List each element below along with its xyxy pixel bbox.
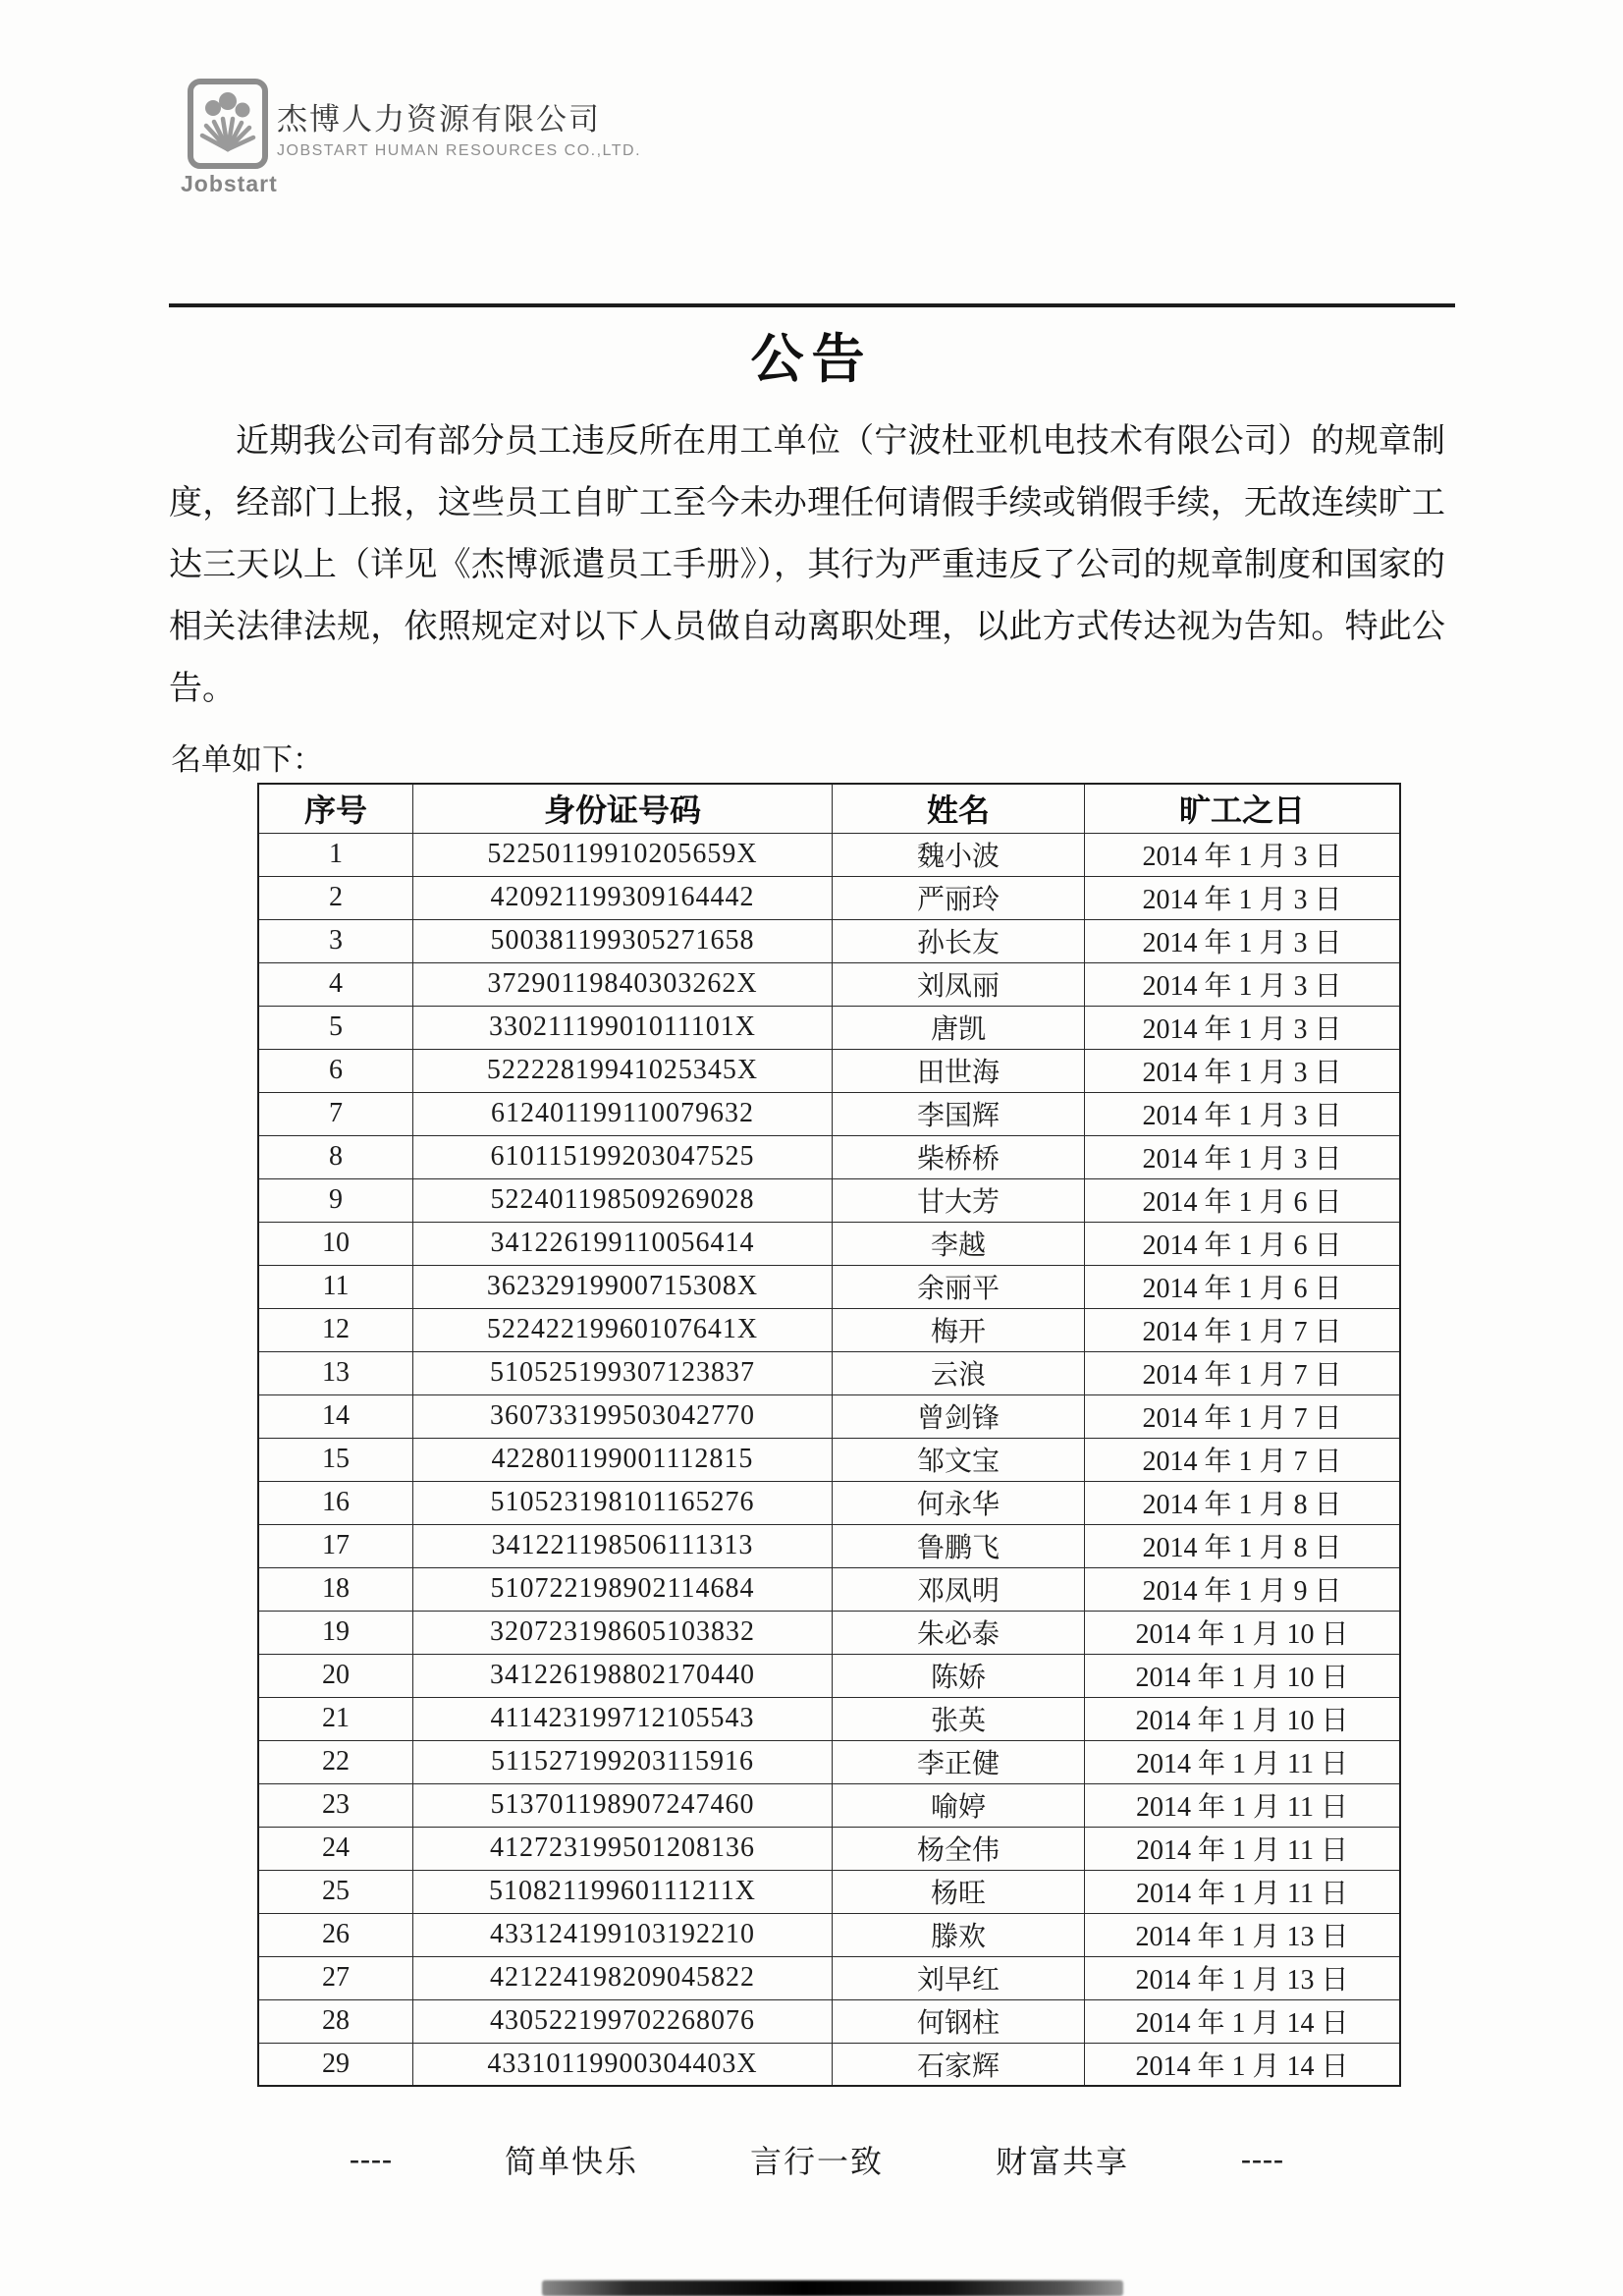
table-cell-no: 17 xyxy=(258,1524,413,1567)
table-cell-name: 李正健 xyxy=(833,1740,1085,1783)
table-cell-name: 李越 xyxy=(833,1222,1085,1265)
table-cell-name: 何永华 xyxy=(833,1481,1085,1524)
table-cell-id: 360733199503042770 xyxy=(413,1394,833,1438)
footer-dashes-left: ---- xyxy=(350,2143,393,2175)
table-cell-no: 1 xyxy=(258,833,413,876)
table-cell-id: 513701198907247460 xyxy=(413,1783,833,1827)
table-cell-date: 2014 年 1 月 11 日 xyxy=(1085,1740,1401,1783)
table-cell-name: 曾剑锋 xyxy=(833,1394,1085,1438)
table-cell-id: 52250119910205659X xyxy=(413,833,833,876)
table-cell-no: 27 xyxy=(258,1956,413,1999)
table-row xyxy=(258,1049,1400,1092)
table-cell-no: 28 xyxy=(258,1999,413,2043)
table-cell-date: 2014 年 1 月 10 日 xyxy=(1085,1654,1401,1697)
table-cell-date: 2014 年 1 月 3 日 xyxy=(1085,1135,1401,1178)
table-row xyxy=(258,1956,1400,1999)
table-row xyxy=(258,1178,1400,1222)
header-divider xyxy=(169,303,1455,307)
table-cell-no: 25 xyxy=(258,1870,413,1913)
footer-slogan: 言行一致 xyxy=(749,2144,884,2179)
company-name-en: JOBSTART HUMAN RESOURCES CO.,LTD. xyxy=(277,142,642,159)
table-cell-id: 52222819941025345X xyxy=(413,1049,833,1092)
jobstart-logo xyxy=(181,79,278,197)
table-cell-date: 2014 年 1 月 3 日 xyxy=(1085,919,1401,962)
table-cell-name: 刘凤丽 xyxy=(833,962,1085,1006)
table-cell-no: 8 xyxy=(258,1135,413,1178)
table-cell-name: 云浪 xyxy=(833,1351,1085,1394)
table-cell-id: 510525199307123837 xyxy=(413,1351,833,1394)
table-cell-no: 29 xyxy=(258,2043,413,2086)
table-cell-date: 2014 年 1 月 14 日 xyxy=(1085,2043,1401,2086)
table-cell-date: 2014 年 1 月 8 日 xyxy=(1085,1481,1401,1524)
table-cell-date: 2014 年 1 月 3 日 xyxy=(1085,1049,1401,1092)
table-row xyxy=(258,1308,1400,1351)
list-label: 名单如下： xyxy=(171,742,323,777)
column-header: 姓名 xyxy=(833,784,1085,833)
slogan-footer xyxy=(350,2137,1284,2182)
footer-dashes-right: ---- xyxy=(1241,2143,1284,2175)
table-cell-date: 2014 年 1 月 6 日 xyxy=(1085,1222,1401,1265)
table-cell-date: 2014 年 1 月 3 日 xyxy=(1085,833,1401,876)
table-cell-name: 余丽平 xyxy=(833,1265,1085,1308)
table-cell-id: 433124199103192210 xyxy=(413,1913,833,1956)
table-cell-name: 柴桥桥 xyxy=(833,1135,1085,1178)
table-cell-no: 22 xyxy=(258,1740,413,1783)
table-header-row xyxy=(258,784,1400,833)
table-cell-name: 李国辉 xyxy=(833,1092,1085,1135)
table-cell-date: 2014 年 1 月 6 日 xyxy=(1085,1178,1401,1222)
table-cell-name: 田世海 xyxy=(833,1049,1085,1092)
table-cell-date: 2014 年 1 月 3 日 xyxy=(1085,876,1401,919)
table-cell-id: 341226199110056414 xyxy=(413,1222,833,1265)
table-cell-name: 梅开 xyxy=(833,1308,1085,1351)
table-cell-no: 10 xyxy=(258,1222,413,1265)
table-cell-name: 杨全伟 xyxy=(833,1827,1085,1870)
table-cell-id: 522401198509269028 xyxy=(413,1178,833,1222)
table-cell-date: 2014 年 1 月 3 日 xyxy=(1085,1092,1401,1135)
table-cell-date: 2014 年 1 月 3 日 xyxy=(1085,962,1401,1006)
table-cell-date: 2014 年 1 月 9 日 xyxy=(1085,1567,1401,1611)
column-header: 旷工之日 xyxy=(1085,784,1401,833)
table-cell-name: 孙长友 xyxy=(833,919,1085,962)
column-header: 序号 xyxy=(258,784,413,833)
table-cell-no: 26 xyxy=(258,1913,413,1956)
table-cell-id: 420921199309164442 xyxy=(413,876,833,919)
table-cell-name: 朱必泰 xyxy=(833,1611,1085,1654)
table-cell-id: 422801199001112815 xyxy=(413,1438,833,1481)
logo-wordmark: Jobstart xyxy=(181,171,278,196)
company-name-cn: 杰博人力资源有限公司 xyxy=(277,102,601,137)
table-cell-id: 37290119840303262X xyxy=(413,962,833,1006)
table-cell-no: 7 xyxy=(258,1092,413,1135)
table-cell-no: 4 xyxy=(258,962,413,1006)
table-cell-date: 2014 年 1 月 10 日 xyxy=(1085,1611,1401,1654)
table-cell-id: 610115199203047525 xyxy=(413,1135,833,1178)
table-row xyxy=(258,1394,1400,1438)
table-cell-no: 13 xyxy=(258,1351,413,1394)
table-cell-no: 6 xyxy=(258,1049,413,1092)
table-row xyxy=(258,876,1400,919)
table-cell-id: 43310119900304403X xyxy=(413,2043,833,2086)
table-row xyxy=(258,1351,1400,1394)
table-cell-name: 唐凯 xyxy=(833,1006,1085,1049)
table-cell-name: 喻婷 xyxy=(833,1783,1085,1827)
table-cell-date: 2014 年 1 月 8 日 xyxy=(1085,1524,1401,1567)
table-cell-name: 邓凤明 xyxy=(833,1567,1085,1611)
table-cell-id: 612401199110079632 xyxy=(413,1092,833,1135)
table-row xyxy=(258,2043,1400,2086)
table-cell-no: 19 xyxy=(258,1611,413,1654)
table-cell-id: 511527199203115916 xyxy=(413,1740,833,1783)
table-cell-id: 421224198209045822 xyxy=(413,1956,833,1999)
table-cell-date: 2014 年 1 月 7 日 xyxy=(1085,1351,1401,1394)
table-row xyxy=(258,1611,1400,1654)
table-cell-date: 2014 年 1 月 11 日 xyxy=(1085,1870,1401,1913)
table-cell-name: 陈娇 xyxy=(833,1654,1085,1697)
table-cell-name: 滕欢 xyxy=(833,1913,1085,1956)
table-row xyxy=(258,1524,1400,1567)
table-cell-id: 500381199305271658 xyxy=(413,919,833,962)
table-row xyxy=(258,833,1400,876)
table-cell-id: 412723199501208136 xyxy=(413,1827,833,1870)
table-cell-no: 16 xyxy=(258,1481,413,1524)
company-block xyxy=(277,94,641,160)
table-row xyxy=(258,1783,1400,1827)
table-cell-name: 魏小波 xyxy=(833,833,1085,876)
notice-title: 公告 xyxy=(750,330,873,389)
table-cell-date: 2014 年 1 月 3 日 xyxy=(1085,1006,1401,1049)
table-cell-no: 5 xyxy=(258,1006,413,1049)
table-row xyxy=(258,1006,1400,1049)
table-cell-id: 341221198506111313 xyxy=(413,1524,833,1567)
table-cell-date: 2014 年 1 月 11 日 xyxy=(1085,1783,1401,1827)
table-cell-no: 14 xyxy=(258,1394,413,1438)
table-cell-no: 3 xyxy=(258,919,413,962)
table-cell-no: 18 xyxy=(258,1567,413,1611)
table-cell-id: 510722198902114684 xyxy=(413,1567,833,1611)
table-cell-date: 2014 年 1 月 7 日 xyxy=(1085,1308,1401,1351)
table-cell-id: 510523198101165276 xyxy=(413,1481,833,1524)
footer-slogan: 财富共享 xyxy=(996,2144,1130,2179)
table-cell-id: 33021119901011101X xyxy=(413,1006,833,1049)
table-cell-id: 52242219960107641X xyxy=(413,1308,833,1351)
table-cell-name: 杨旺 xyxy=(833,1870,1085,1913)
table-cell-no: 24 xyxy=(258,1827,413,1870)
table-row xyxy=(258,919,1400,962)
table-row xyxy=(258,1870,1400,1913)
table-cell-no: 12 xyxy=(258,1308,413,1351)
table-cell-name: 刘早红 xyxy=(833,1956,1085,1999)
table-row xyxy=(258,1481,1400,1524)
table-cell-date: 2014 年 1 月 13 日 xyxy=(1085,1913,1401,1956)
footer-slogan: 简单快乐 xyxy=(504,2144,638,2179)
table-cell-name: 张英 xyxy=(833,1697,1085,1740)
table-row xyxy=(258,1827,1400,1870)
table-cell-no: 23 xyxy=(258,1783,413,1827)
table-cell-id: 36232919900715308X xyxy=(413,1265,833,1308)
table-cell-no: 9 xyxy=(258,1178,413,1222)
table-cell-no: 11 xyxy=(258,1265,413,1308)
table-cell-date: 2014 年 1 月 14 日 xyxy=(1085,1999,1401,2043)
table-cell-date: 2014 年 1 月 13 日 xyxy=(1085,1956,1401,1999)
table-cell-date: 2014 年 1 月 11 日 xyxy=(1085,1827,1401,1870)
table-cell-name: 石家辉 xyxy=(833,2043,1085,2086)
table-cell-name: 鲁鹏飞 xyxy=(833,1524,1085,1567)
column-header: 身份证号码 xyxy=(413,784,833,833)
scan-artifact xyxy=(542,2280,1123,2296)
table-cell-id: 430522199702268076 xyxy=(413,1999,833,2043)
table-cell-date: 2014 年 1 月 7 日 xyxy=(1085,1394,1401,1438)
table-cell-no: 21 xyxy=(258,1697,413,1740)
table-cell-no: 2 xyxy=(258,876,413,919)
table-row xyxy=(258,1697,1400,1740)
table-cell-date: 2014 年 1 月 7 日 xyxy=(1085,1438,1401,1481)
table-cell-date: 2014 年 1 月 6 日 xyxy=(1085,1265,1401,1308)
table-row xyxy=(258,1913,1400,1956)
notice-body: 近期我公司有部分员工违反所在用工单位（宁波杜亚机电技术有限公司）的规章制度，经部门上报，这些员工自旷工至今未办理任何请假手续或销假手续，无故连续旷工达三天以上（详见《杰博派遣员工手册》），其行为严重违反了公司的规章制度和国家的相关法律法规，依照规定对以下人员做自动离职处理，以此方式传达视为告知。特此公告。 xyxy=(169,423,1445,707)
table-row xyxy=(258,1654,1400,1697)
table-cell-id: 320723198605103832 xyxy=(413,1611,833,1654)
table-row xyxy=(258,1999,1400,2043)
table-row xyxy=(258,1438,1400,1481)
absence-table xyxy=(257,783,1401,2087)
logo-people-sunrise-icon xyxy=(188,79,268,169)
table-cell-name: 甘大芳 xyxy=(833,1178,1085,1222)
table-cell-id: 341226198802170440 xyxy=(413,1654,833,1697)
table-head xyxy=(258,784,1400,833)
table-row xyxy=(258,1265,1400,1308)
table-row xyxy=(258,1092,1400,1135)
table-cell-no: 15 xyxy=(258,1438,413,1481)
table-cell-name: 何钢柱 xyxy=(833,1999,1085,2043)
table-cell-no: 20 xyxy=(258,1654,413,1697)
table-cell-id: 411423199712105543 xyxy=(413,1697,833,1740)
table-body xyxy=(258,833,1400,2086)
table-row xyxy=(258,1222,1400,1265)
table-row xyxy=(258,962,1400,1006)
table-cell-name: 邹文宝 xyxy=(833,1438,1085,1481)
table-row xyxy=(258,1740,1400,1783)
table-row xyxy=(258,1135,1400,1178)
table-cell-id: 51082119960111211X xyxy=(413,1870,833,1913)
table-cell-name: 严丽玲 xyxy=(833,876,1085,919)
table-cell-date: 2014 年 1 月 10 日 xyxy=(1085,1697,1401,1740)
table-row xyxy=(258,1567,1400,1611)
